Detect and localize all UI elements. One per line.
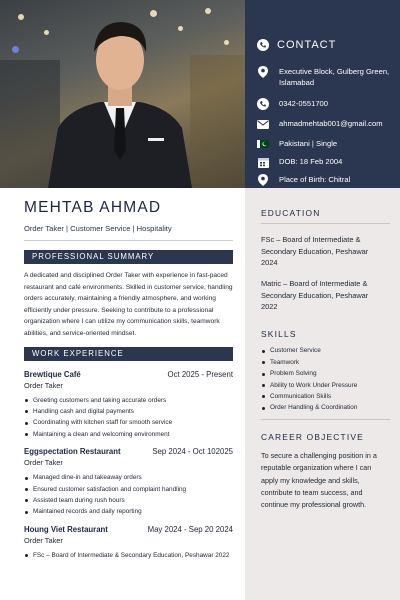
skills-list: [261, 345, 390, 413]
list-item: FSc – Board of Intermediate & Secondary Education, Peshawar 2022: [24, 550, 233, 561]
main-column: [0, 188, 245, 600]
list-item: Maintained records and daily reporting: [24, 506, 233, 517]
profile-name: MEHTAB AHMAD: [24, 199, 162, 216]
contact-email[interactable]: ahmadmehtab001@gmail.com: [279, 119, 383, 128]
education-entry: [261, 234, 390, 267]
summary-heading: PROFESSIONAL SUMMARY: [24, 250, 233, 264]
list-item: Teamwork: [261, 357, 390, 368]
experience-heading: WORK EXPERIENCE: [24, 347, 233, 361]
job-role: Order Taker: [24, 535, 63, 545]
contact-birthplace: Place of Birth: Chitral: [279, 175, 351, 184]
list-item: Handling cash and digital payments: [24, 406, 233, 417]
skills-divider: [261, 419, 390, 420]
pakistan-flag-icon: [257, 138, 269, 150]
contact-birthplace-row: [257, 174, 394, 186]
job-company: Brewtique Café: [24, 369, 81, 379]
education-year: 2022: [261, 302, 278, 312]
contact-address-row: [257, 66, 394, 88]
contact-phone-row: [257, 98, 394, 110]
job-entry: [24, 370, 233, 441]
job-duties: [24, 395, 233, 441]
contact-title: CONTACT: [277, 39, 337, 51]
calendar-icon: [257, 156, 269, 168]
contact-dob: DOB: 18 Feb 2004: [279, 157, 343, 166]
contact-email-row: [257, 118, 394, 130]
list-item: Assisted team during rush hours: [24, 495, 233, 506]
job-entry: [24, 525, 233, 561]
job-dates: Oct 2025 - Present: [167, 369, 233, 379]
job-role: Order Taker: [24, 458, 63, 468]
name-divider: [24, 240, 233, 241]
list-item: Customer Service: [261, 345, 390, 356]
contact-header: [257, 30, 394, 60]
skills-heading: SKILLS: [261, 329, 297, 340]
profile-photo: [0, 0, 245, 188]
education-degree: Matric – Board of Intermediate & Secondary Education, Peshawar: [261, 279, 369, 300]
education-degree: FSc – Board of Intermediate & Secondary Education, Peshawar: [261, 235, 369, 256]
list-item: Ability to Work Under Pressure: [261, 380, 390, 391]
contact-phone[interactable]: 0342-0551700: [279, 99, 328, 108]
job-company: Houng Viet Restaurant: [24, 524, 108, 534]
list-item: Order Handling & Coordination: [261, 402, 390, 413]
contact-nationality: Pakistani | Single: [279, 139, 338, 148]
contact-address: Executive Block, Gulberg Green, Islamabad: [279, 67, 390, 87]
objective-text: To secure a challenging position in a reputable organization where I can apply my knowledge and skills, contribute to team success, and continue my professional growth.: [261, 450, 377, 510]
list-item: Maintaining a clean and welcoming environment: [24, 429, 233, 440]
contact-nationality-row: [257, 138, 394, 150]
phone-icon: [257, 39, 269, 51]
list-item: Problem Solving: [261, 368, 390, 379]
list-item: Managed dine-in and takeaway orders: [24, 472, 233, 483]
education-heading: EDUCATION: [261, 208, 321, 218]
objective-heading: CAREER OBJECTIVE: [261, 431, 364, 442]
email-icon: [257, 118, 269, 130]
sidebar-column: [245, 188, 400, 600]
profile-tagline: Order Taker | Customer Service | Hospitality: [24, 224, 172, 233]
education-entry: [261, 278, 390, 311]
education-year: 2024: [261, 258, 278, 268]
job-duties: [24, 550, 233, 561]
job-company: Eggspectation Restaurant: [24, 447, 121, 457]
location-pin-icon: [257, 174, 269, 186]
job-duties: [24, 472, 233, 518]
phone-icon: [257, 98, 269, 110]
contact-dob-row: [257, 156, 394, 168]
contact-panel: [245, 0, 400, 188]
list-item: Ensured customer satisfaction and complaint handling: [24, 484, 233, 495]
job-dates: May 2024 - Sep 20 2024: [147, 524, 233, 534]
list-item: Coordinating with kitchen staff for smooth service: [24, 417, 233, 428]
list-item: Communication Skills: [261, 391, 390, 402]
education-divider: [261, 223, 390, 224]
location-pin-icon: [257, 66, 269, 78]
job-role: Order Taker: [24, 380, 63, 390]
job-dates: Sep 2024 - Oct 102025: [152, 447, 233, 457]
summary-text: A dedicated and disciplined Order Taker with experience in fast-paced restaurant and café environments. Skilled in customer service, handling orders accurately, maintaining a friendly atmosphere, and working efficiently under pressure. Seeking to contribute to a professional organization where I can utilize my communication skills, teamwork abilities, and service-oriented mindset.: [24, 272, 233, 337]
job-entry: [24, 447, 233, 518]
list-item: Greeting customers and taking accurate orders: [24, 395, 233, 406]
